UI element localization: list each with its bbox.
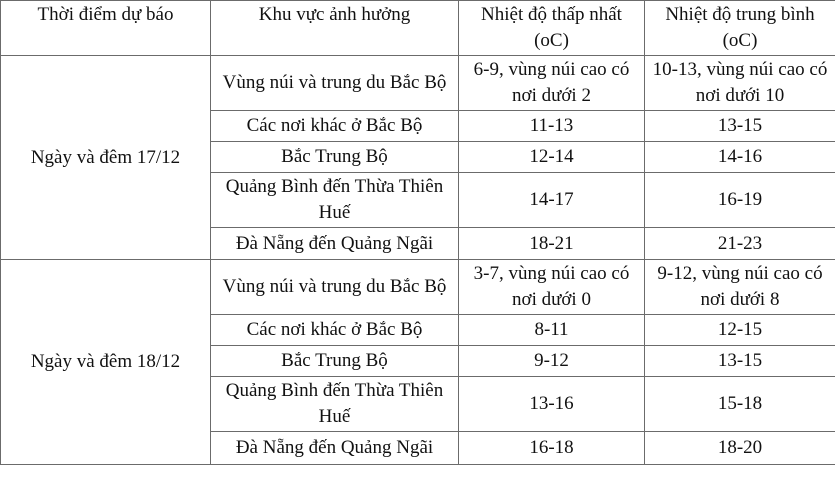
avg-temp-cell: 21-23 <box>645 228 835 260</box>
header-row <box>1 1 835 56</box>
forecast-time-cell: Ngày và đêm 17/12 <box>1 56 211 260</box>
table-row <box>1 260 835 315</box>
area-cell: Bắc Trung Bộ <box>211 346 459 377</box>
avg-temp-cell: 13-15 <box>645 111 835 142</box>
forecast-time-cell: Ngày và đêm 18/12 <box>1 260 211 465</box>
table-row <box>1 56 835 111</box>
min-temp-cell: 6-9, vùng núi cao có nơi dưới 2 <box>459 56 645 111</box>
avg-temp-cell: 18-20 <box>645 432 835 465</box>
avg-temp-cell: 10-13, vùng núi cao có nơi dưới 10 <box>645 56 835 111</box>
avg-temp-cell: 16-19 <box>645 173 835 228</box>
area-cell: Các nơi khác ở Bắc Bộ <box>211 111 459 142</box>
area-cell: Vùng núi và trung du Bắc Bộ <box>211 56 459 111</box>
avg-temp-cell: 14-16 <box>645 142 835 173</box>
area-cell: Vùng núi và trung du Bắc Bộ <box>211 260 459 315</box>
header-area: Khu vực ảnh hưởng <box>211 1 459 56</box>
min-temp-cell: 11-13 <box>459 111 645 142</box>
avg-temp-cell: 15-18 <box>645 377 835 432</box>
min-temp-cell: 14-17 <box>459 173 645 228</box>
min-temp-cell: 8-11 <box>459 315 645 346</box>
avg-temp-cell: 13-15 <box>645 346 835 377</box>
min-temp-cell: 18-21 <box>459 228 645 260</box>
min-temp-cell: 13-16 <box>459 377 645 432</box>
header-time: Thời điểm dự báo <box>1 1 211 56</box>
avg-temp-cell: 9-12, vùng núi cao có nơi dưới 8 <box>645 260 835 315</box>
min-temp-cell: 12-14 <box>459 142 645 173</box>
header-min-temp: Nhiệt độ thấp nhất (oC) <box>459 1 645 56</box>
area-cell: Đà Nẵng đến Quảng Ngãi <box>211 228 459 260</box>
avg-temp-cell: 12-15 <box>645 315 835 346</box>
area-cell: Quảng Bình đến Thừa Thiên Huế <box>211 377 459 432</box>
area-cell: Quảng Bình đến Thừa Thiên Huế <box>211 173 459 228</box>
header-avg-temp: Nhiệt độ trung bình (oC) <box>645 1 835 56</box>
min-temp-cell: 9-12 <box>459 346 645 377</box>
area-cell: Các nơi khác ở Bắc Bộ <box>211 315 459 346</box>
area-cell: Đà Nẵng đến Quảng Ngãi <box>211 432 459 465</box>
min-temp-cell: 3-7, vùng núi cao có nơi dưới 0 <box>459 260 645 315</box>
min-temp-cell: 16-18 <box>459 432 645 465</box>
area-cell: Bắc Trung Bộ <box>211 142 459 173</box>
